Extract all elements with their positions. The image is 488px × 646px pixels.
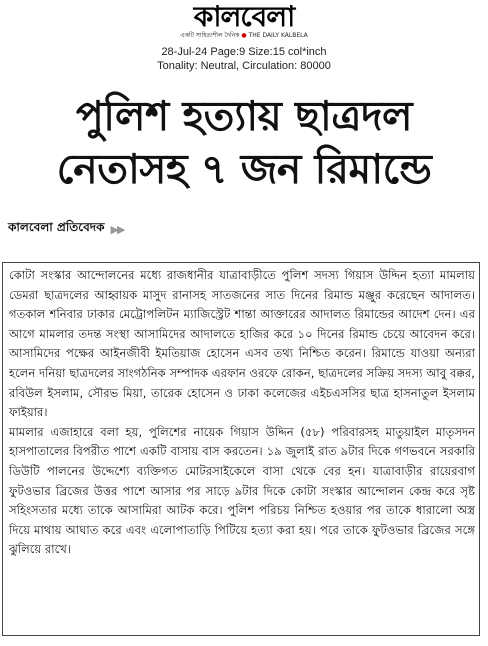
article-paragraph-2: মামলার এজাহারে বলা হয়, পুলিশের নায়েক গিয়াস উদ্দিন (৫৮) পরিবারসহ মাতুয়াইল মাতৃসদন হাসপাতালের বিপরীত পাশে একটি বাসায় বাস করতেন। ১৯ জুলাই রাত ৯টার দিকে গণভবনে সরকারি ডিউটি পালনের উদ্দেশ্যে ব্যক্তিগত মোটরসাইকেলে বাসা থেকে বের হন। যাত্রাবাড়ীর রায়েরবাগ ফুটওভার ব্রিজের উত্তর পাশে আসার পর সাড়ে ৯টার দিকে কোটা সংস্কার আন্দোলন কেন্দ্র করে সৃষ্ট সহিংসতার মধ্যে তাকে আসামিরা আটক করে। পুলিশ পরিচয় নিশ্চিত হওয়ার পর তাকে ধারালো অস্ত্র দিয়ে মাথায় আঘাত করে এবং এলোপাতাড়ি পিটিয়ে হত্যা করা হয়। পরে তাকে ফুটওভার ব্রিজের সঙ্গে ঝুলিয়ে রাখে। <box>9 424 475 557</box>
masthead <box>0 2 488 40</box>
tagline-english: THE DAILY KALBELA <box>248 32 308 39</box>
article-headline <box>4 90 484 196</box>
double-arrow-icon: ▶▶ <box>110 222 124 236</box>
byline-author: কালবেলা প্রতিবেদক <box>8 220 105 234</box>
headline-line-2: নেতাসহ ৭ জন রিমান্ডে <box>56 145 432 193</box>
headline-line-1: পুলিশ হত্যায় ছাত্রদল <box>75 92 413 140</box>
masthead-tagline <box>0 32 488 40</box>
article-paragraph-1: কোটা সংস্কার আন্দোলনের মধ্যে রাজধানীর যাত্রাবাড়ীতে পুলিশ সদস্য গিয়াস উদ্দিন হত্যা মামলায় ডেমরা ছাত্রদলের আহ্বায়ক মাসুদ রানাসহ সাতজনের সাত দিনের রিমান্ড মঞ্জুর করেছেন আদালত। গতকাল শনিবার ঢাকার মেট্রোপলিটন ম্যাজিস্ট্রেট শান্তা আক্তারের আদালত রিমান্ডের আদেশ দেন। এর আগে মামলার তদন্ত সংস্থা আসামিদের আদালতে হাজির করে ১০ দিনের রিমান্ড চেয়ে আবেদন করে। আসামিদের পক্ষের আইনজীবী ইমতিয়াজ হোসেন এসব তথ্য নিশ্চিত করেন। রিমান্ডে যাওয়া অন্যরা হলেন দনিয়া ছাত্রদলের সাংগঠনিক সম্পাদক এরফান ওরফে রোকন, ছাত্রদলের সক্রিয় সদস্য আবু বক্কর, রবিউল ইসলাম, সৌরভ মিয়া, তারেক হোসেন ও ঢাকা কলেজের এইচএসসির ছাত্র হাসনাতুল ইসলাম ফাইয়ার। <box>9 268 475 420</box>
article-body <box>2 262 480 636</box>
clipping-metadata <box>0 45 488 73</box>
clipping-tonality-circulation: Tonality: Neutral, Circulation: 80000 <box>157 60 331 72</box>
newspaper-logo: কালবেলা <box>193 0 295 33</box>
tagline-dot-icon: ● <box>241 32 247 39</box>
tagline-bangla: একটি সাহিত্যশীল দৈনিক <box>180 32 240 39</box>
clipping-date-page-size: 28-Jul-24 Page:9 Size:15 col*inch <box>161 46 327 58</box>
byline <box>8 219 123 239</box>
